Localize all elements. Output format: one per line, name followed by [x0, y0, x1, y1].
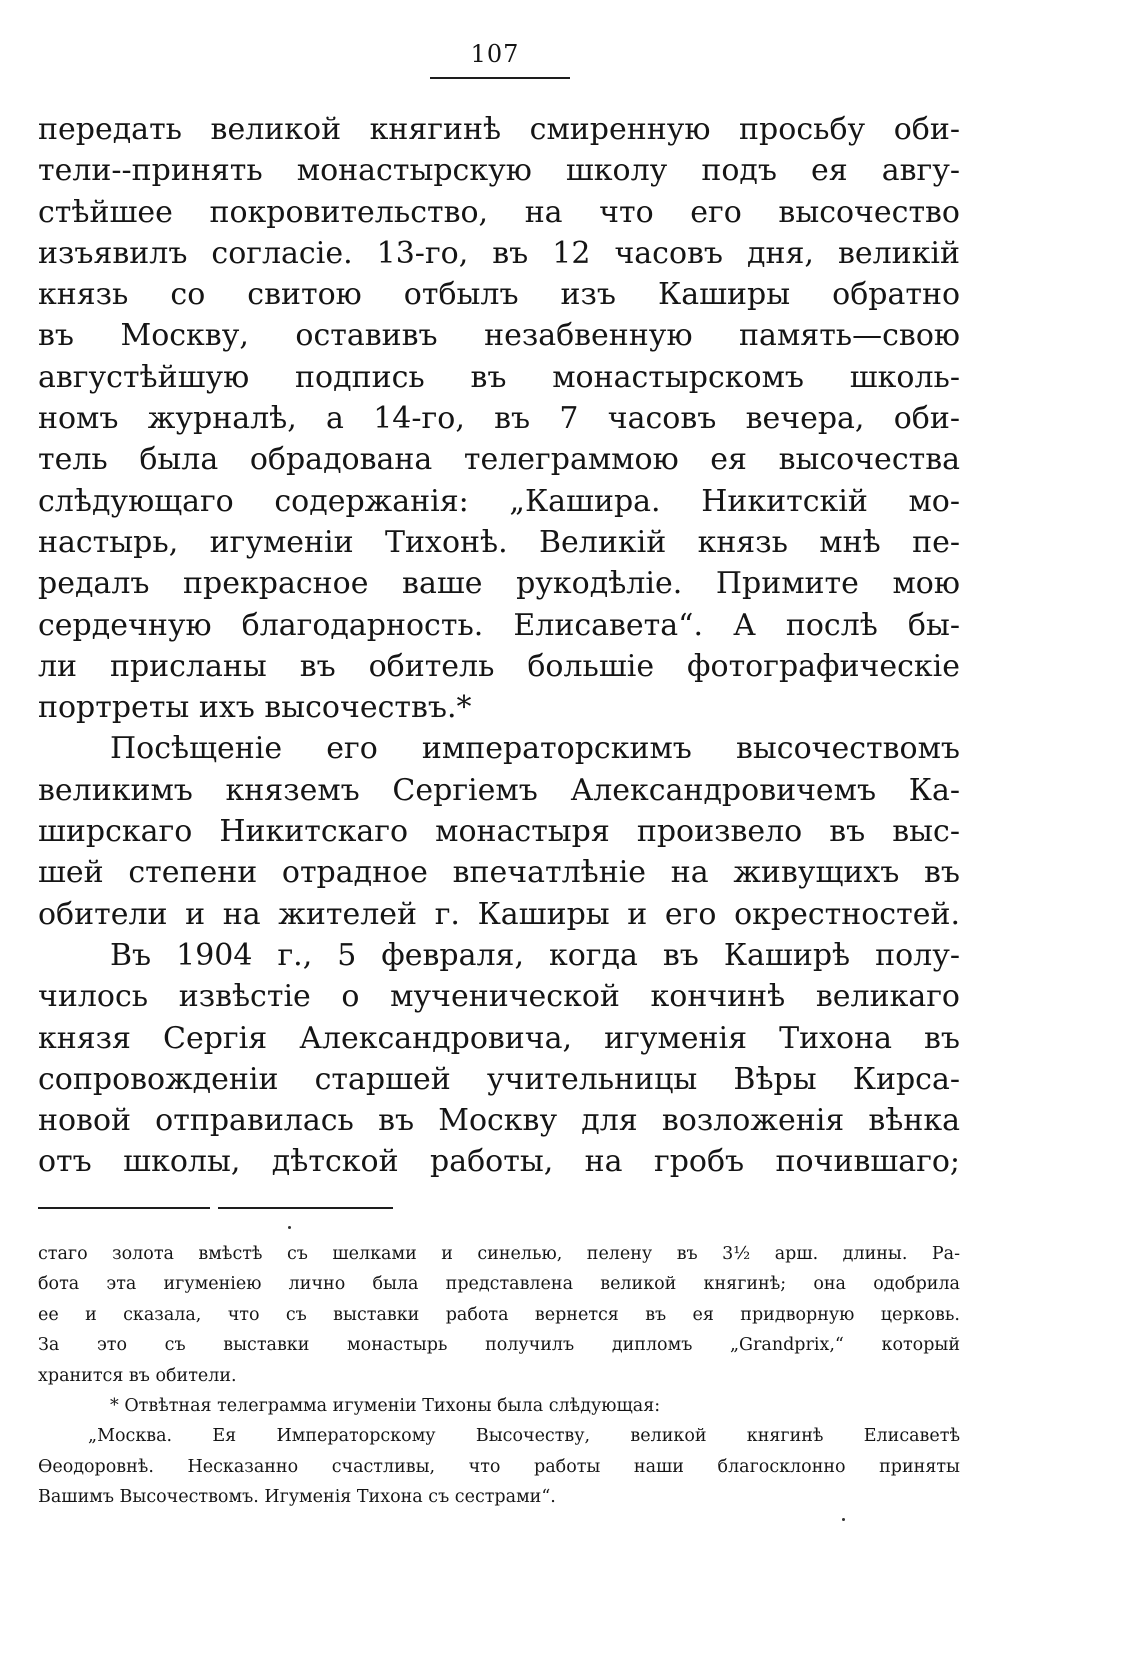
text-line: князь со свитою отбылъ изъ Каширы обратно — [38, 277, 960, 313]
text-line: изъявилъ согласіе. 13-го, въ 12 часовъ дня, великій — [38, 235, 960, 271]
text-line: въ Москву, оставивъ незабвенную память—свою — [38, 318, 960, 354]
text-line: стѣйшее покровительство, на что его высочество — [38, 194, 960, 230]
text-line: ширскаго Никитскаго монастыря произвело въ выс- — [38, 814, 960, 850]
footnote-line: хранится въ обители. — [38, 1365, 237, 1386]
text-line: передать великой княгинѣ смиренную просьбу оби- — [38, 112, 960, 147]
footnotes — [38, 1239, 960, 1513]
main-text — [38, 109, 960, 1183]
text-line: сердечную благодарность. Елисавета“. А послѣ бы- — [38, 607, 960, 643]
paragraph-first-line: Въ 1904 г., 5 февраля, когда въ Каширѣ полу- — [110, 937, 960, 973]
footnote-heading: * Отвѣтная телеграмма игуменіи Тихоны была слѣдующая: — [110, 1395, 661, 1416]
text-line: новой отправилась въ Москву для возложенія вѣнка — [38, 1103, 960, 1139]
text-line: настырь, игуменіи Тихонѣ. Великій князь мнѣ пе- — [38, 524, 960, 560]
footnote-line: „Москва. Ея Императорскому Высочеству, великой княгинѣ Елисаветѣ — [88, 1426, 960, 1447]
text-line: чилось извѣстіе о мученической кончинѣ великаго — [38, 979, 960, 1015]
page-number-rule — [430, 77, 570, 79]
text-line: шей степени отрадное впечатлѣніе на живущихъ въ — [38, 855, 960, 891]
text-line: великимъ княземъ Сергіемъ Александровичемъ Ка- — [38, 772, 960, 808]
text-line: князя Сергія Александровича, игуменія Тихона въ — [38, 1020, 960, 1056]
paragraph-first-line: Посѣщеніе его императорскимъ высочествомъ — [110, 731, 960, 767]
text-line: тель была обрадована телеграммою ея высочества — [38, 442, 960, 478]
footnote-line: Өеодоровнѣ. Несказанно счастливы, что работы наши благосклонно приняты — [38, 1456, 960, 1477]
text-line: портреты ихъ высочествъ.* — [38, 690, 472, 726]
footnote-separator — [218, 1207, 393, 1209]
text-line: августѣйшую подпись въ монастырскомъ школь- — [38, 359, 960, 395]
text-line: сопровожденіи старшей учительницы Вѣры Кирса- — [38, 1061, 960, 1097]
footnote-line: Вашимъ Высочествомъ. Игуменія Тихона съ сестрами“. — [38, 1487, 556, 1508]
footnote-line: За это съ выставки монастырь получилъ дипломъ „Grandprix,“ который — [38, 1335, 960, 1356]
page-number: 107 — [470, 40, 520, 68]
text-line: редалъ прекрасное ваше рукодѣліе. Примите мою — [38, 566, 960, 602]
text-line: слѣдующаго содержанія: „Кашира. Никитскій мо- — [38, 483, 960, 519]
footnote-line: стаго золота вмѣстѣ съ шелками и синелью, пелену въ 3½ арш. длины. Ра- — [38, 1244, 960, 1264]
footnote-line: бота эта игуменіею лично была представлена великой княгинѣ; она одобрила — [38, 1274, 960, 1295]
text-line: ли присланы въ обитель большіе фотографическіе — [38, 648, 960, 684]
text-line: номъ журналѣ, а 14-го, въ 7 часовъ вечера, оби- — [38, 401, 960, 437]
footnote-separator — [38, 1207, 210, 1209]
footnote-line: ее и сказала, что съ выставки работа вернется въ ея придворную церковь. — [38, 1304, 960, 1325]
ink-speck — [842, 1518, 845, 1521]
ink-speck — [288, 1226, 291, 1229]
text-line: тели--принять монастырскую школу подъ ея авгу- — [38, 153, 960, 189]
text-line: отъ школы, дѣтской работы, на гробъ почившаго; — [38, 1144, 960, 1180]
text-line: обители и на жителей г. Каширы и его окрестностей. — [38, 896, 960, 932]
